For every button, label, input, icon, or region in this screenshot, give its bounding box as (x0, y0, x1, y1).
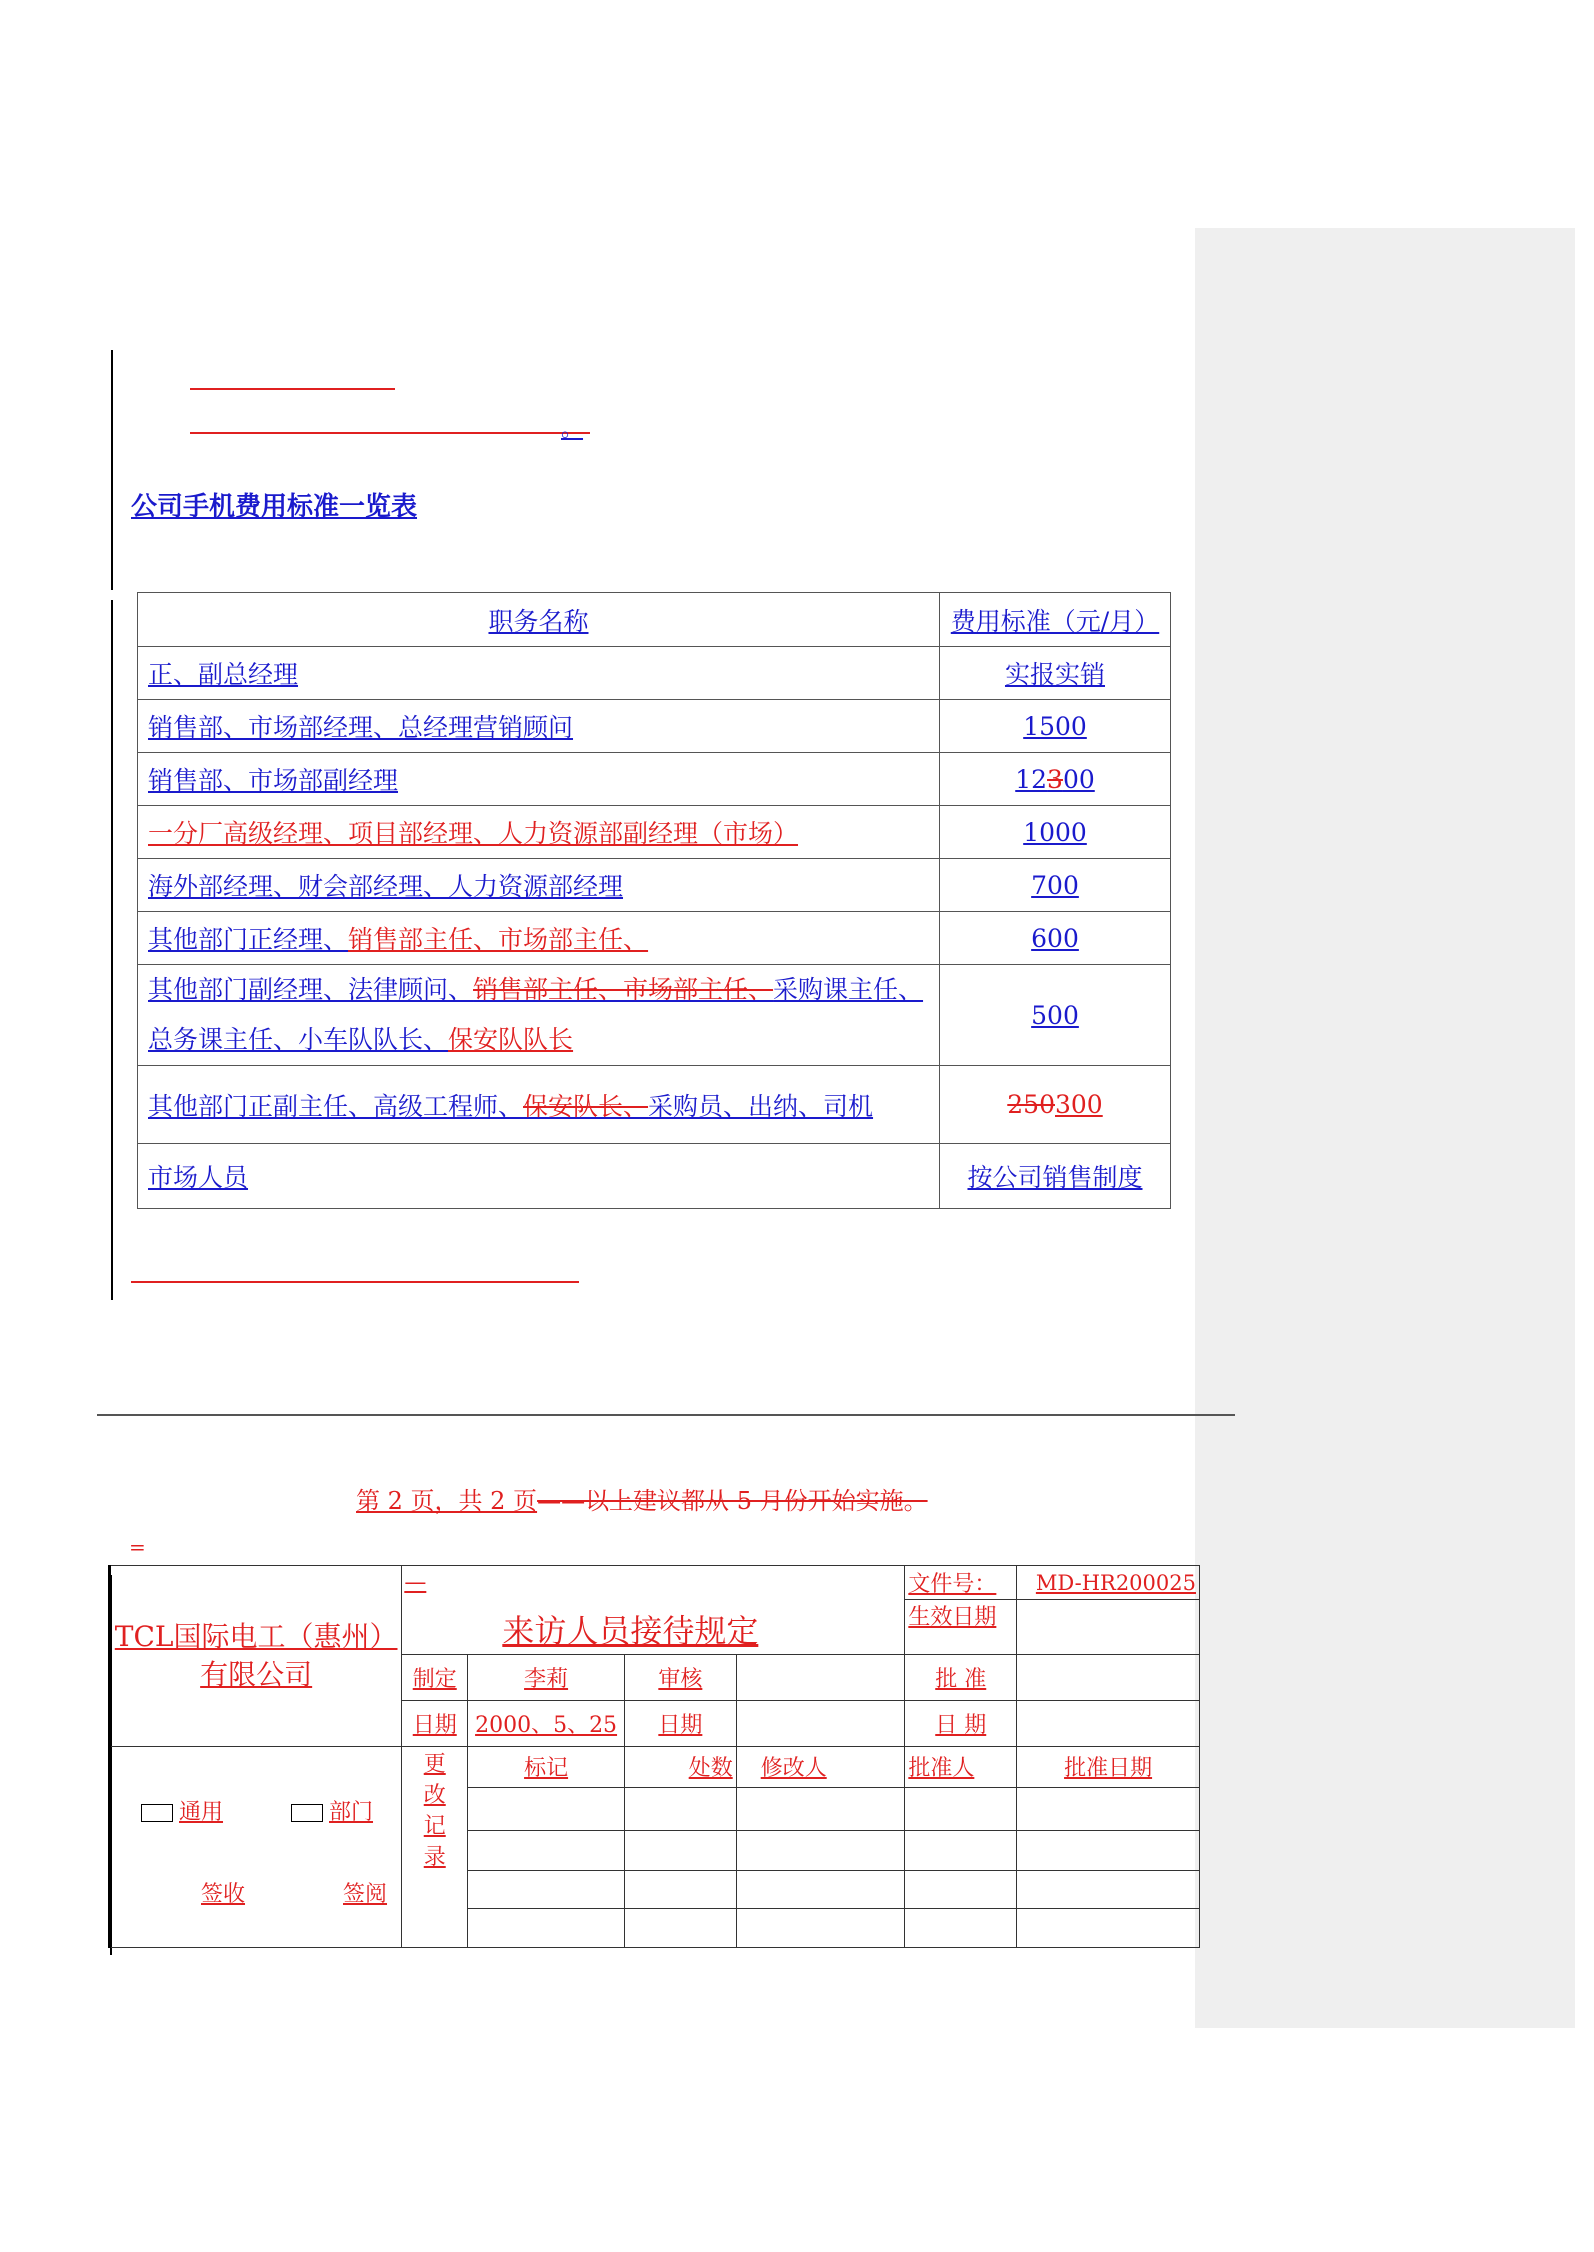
date-label-2: 日期 (624, 1701, 736, 1747)
standard-cell: 600 (940, 912, 1171, 965)
change-record-cell (402, 1747, 468, 1948)
approve-value (1017, 1655, 1200, 1701)
distribution-cell (110, 1747, 402, 1948)
standard-cell (940, 753, 1171, 806)
standard-suffix: 00 (1062, 764, 1095, 794)
date-value-2 (736, 1701, 905, 1747)
position-cell: 海外部经理、财会部经理、人力资源部经理 (138, 859, 940, 912)
position-cell: 销售部、市场部经理、总经理营销顾问 (138, 700, 940, 753)
position-line2-prefix: 总务课主任、小车队队长、 (148, 1025, 449, 1054)
header-position: 职务名称 (138, 593, 940, 647)
fee-standard-table (137, 592, 1171, 1209)
table-row (138, 647, 1171, 700)
position-line1-deleted: 销售部主任、市场部主任、 (473, 975, 774, 1004)
empty-cell (905, 1787, 1017, 1830)
empty-cell (905, 1830, 1017, 1871)
position-cell: 销售部、市场部副经理 (138, 753, 940, 806)
general-label: 通用 (179, 1800, 224, 1825)
deleted-line (131, 1281, 579, 1283)
standard-cell: 700 (940, 859, 1171, 912)
table-row (138, 806, 1171, 859)
empty-cell (468, 1787, 625, 1830)
department-label: 部门 (329, 1800, 374, 1825)
position-line2-inserted: 保安队队长 (448, 1025, 574, 1054)
date-value: 2000、5、25 (468, 1701, 625, 1747)
form-row (110, 1566, 1200, 1600)
position-cell: 正、副总经理 (138, 647, 940, 700)
document-header-form (108, 1565, 1200, 1948)
empty-cell (736, 1787, 905, 1830)
dot-mark: 。 (561, 417, 584, 442)
standard-cell: 500 (940, 965, 1171, 1066)
deleted-line (190, 432, 590, 434)
table-header-row (138, 593, 1171, 647)
page-footer (356, 1481, 928, 1516)
position-deleted: 保安队长、 (523, 1091, 649, 1121)
company-line2: 有限公司 (200, 1658, 313, 1691)
position-inserted: 销售部主任、市场部主任、 (348, 925, 649, 954)
empty-cell (1017, 1830, 1200, 1871)
col-mark: 标记 (468, 1747, 625, 1788)
standard-cell: 按公司销售制度 (940, 1144, 1171, 1209)
change-record-char: 记 (423, 1814, 446, 1839)
standard-cell: 1500 (940, 700, 1171, 753)
file-no-label: 文件号： (905, 1566, 1017, 1600)
empty-cell (736, 1871, 905, 1909)
col-approve-date: 批准日期 (1017, 1747, 1200, 1788)
table-row (138, 1144, 1171, 1209)
department-checkbox[interactable] (291, 1804, 323, 1822)
review-value (736, 1655, 905, 1701)
position-cell (138, 912, 940, 965)
position-line1-suffix: 采购课主任、 (773, 975, 924, 1004)
empty-cell (1017, 1787, 1200, 1830)
general-option (141, 1795, 223, 1826)
col-modifier: 修改人 (736, 1747, 905, 1788)
empty-cell (736, 1830, 905, 1871)
empty-cell (736, 1909, 905, 1948)
department-option (291, 1795, 373, 1826)
standard-deleted: 250 (1007, 1090, 1055, 1119)
effective-date-label: 生效日期 (905, 1600, 1017, 1655)
company-line1: TCL国际电工（惠州） (114, 1620, 398, 1653)
company-cell (110, 1566, 402, 1747)
standard-prefix: 12 (1015, 764, 1048, 794)
table-row (138, 859, 1171, 912)
deleted-line (190, 388, 395, 390)
empty-cell (624, 1787, 736, 1830)
header-standard: 费用标准（元/月） (940, 593, 1171, 647)
page-heading: 公司手机费用标准一览表 (131, 492, 418, 522)
position-cell: 市场人员 (138, 1144, 940, 1209)
standard-cell: 实报实销 (940, 647, 1171, 700)
empty-cell (624, 1909, 736, 1948)
position-suffix: 采购员、出纳、司机 (648, 1091, 874, 1121)
made-by: 李莉 (468, 1655, 625, 1701)
table-row (138, 1066, 1171, 1144)
review-label: 审核 (624, 1655, 736, 1701)
markup-pane (1195, 228, 1575, 2028)
approve-label: 批 准 (905, 1655, 1017, 1701)
small-mark: = (129, 1535, 146, 1559)
page-number-text: 第 2 页，共 2 页 (356, 1487, 538, 1515)
col-count: 处数 (624, 1747, 736, 1788)
empty-cell (905, 1871, 1017, 1909)
deleted-footer-text: ——以上建议都从 5 月份开始实施。 (537, 1487, 928, 1515)
position-cell-inserted: 一分厂高级经理、项目部经理、人力资源部副经理（市场） (138, 806, 940, 859)
empty-cell (1017, 1909, 1200, 1948)
empty-cell (624, 1830, 736, 1871)
position-line1-prefix: 其他部门副经理、法律顾问、 (148, 975, 474, 1004)
made-label: 制定 (402, 1655, 468, 1701)
standard-cell: 1000 (940, 806, 1171, 859)
date-label-3: 日 期 (905, 1701, 1017, 1747)
empty-cell (1017, 1871, 1200, 1909)
deleted-digit: 3 (1047, 764, 1063, 794)
sign-read: 签阅 (343, 1882, 388, 1907)
empty-cell (468, 1871, 625, 1909)
form-row (110, 1747, 1200, 1788)
change-record-char: 改 (423, 1783, 446, 1808)
position-cell (138, 965, 940, 1066)
page-break-line (97, 1414, 1235, 1416)
empty-cell (468, 1830, 625, 1871)
table-row (138, 965, 1171, 1066)
title-cell (402, 1566, 905, 1655)
general-checkbox[interactable] (141, 1804, 173, 1822)
table-row (138, 700, 1171, 753)
change-record-char: 录 (423, 1845, 446, 1870)
empty-cell (468, 1909, 625, 1948)
position-prefix: 其他部门正副主任、高级工程师、 (148, 1091, 524, 1121)
table-row (138, 912, 1171, 965)
change-record-char: 更 (423, 1752, 446, 1777)
sign-receive: 签收 (201, 1882, 246, 1907)
standard-cell (940, 1066, 1171, 1144)
revision-bar (111, 350, 113, 590)
position-cell (138, 1066, 940, 1144)
empty-cell (905, 1909, 1017, 1948)
position-prefix: 其他部门正经理、 (148, 925, 349, 954)
file-no-value: MD-HR200025 (1017, 1566, 1200, 1600)
date-label: 日期 (402, 1701, 468, 1747)
standard-inserted: 300 (1055, 1090, 1103, 1119)
col-approver: 批准人 (905, 1747, 1017, 1788)
date-value-3 (1017, 1701, 1200, 1747)
title-dash: — (404, 1570, 427, 1595)
effective-date-value (1017, 1600, 1200, 1655)
empty-cell (624, 1871, 736, 1909)
revision-bar (111, 600, 113, 1300)
table-row (138, 753, 1171, 806)
form-title: 来访人员接待规定 (502, 1612, 759, 1650)
